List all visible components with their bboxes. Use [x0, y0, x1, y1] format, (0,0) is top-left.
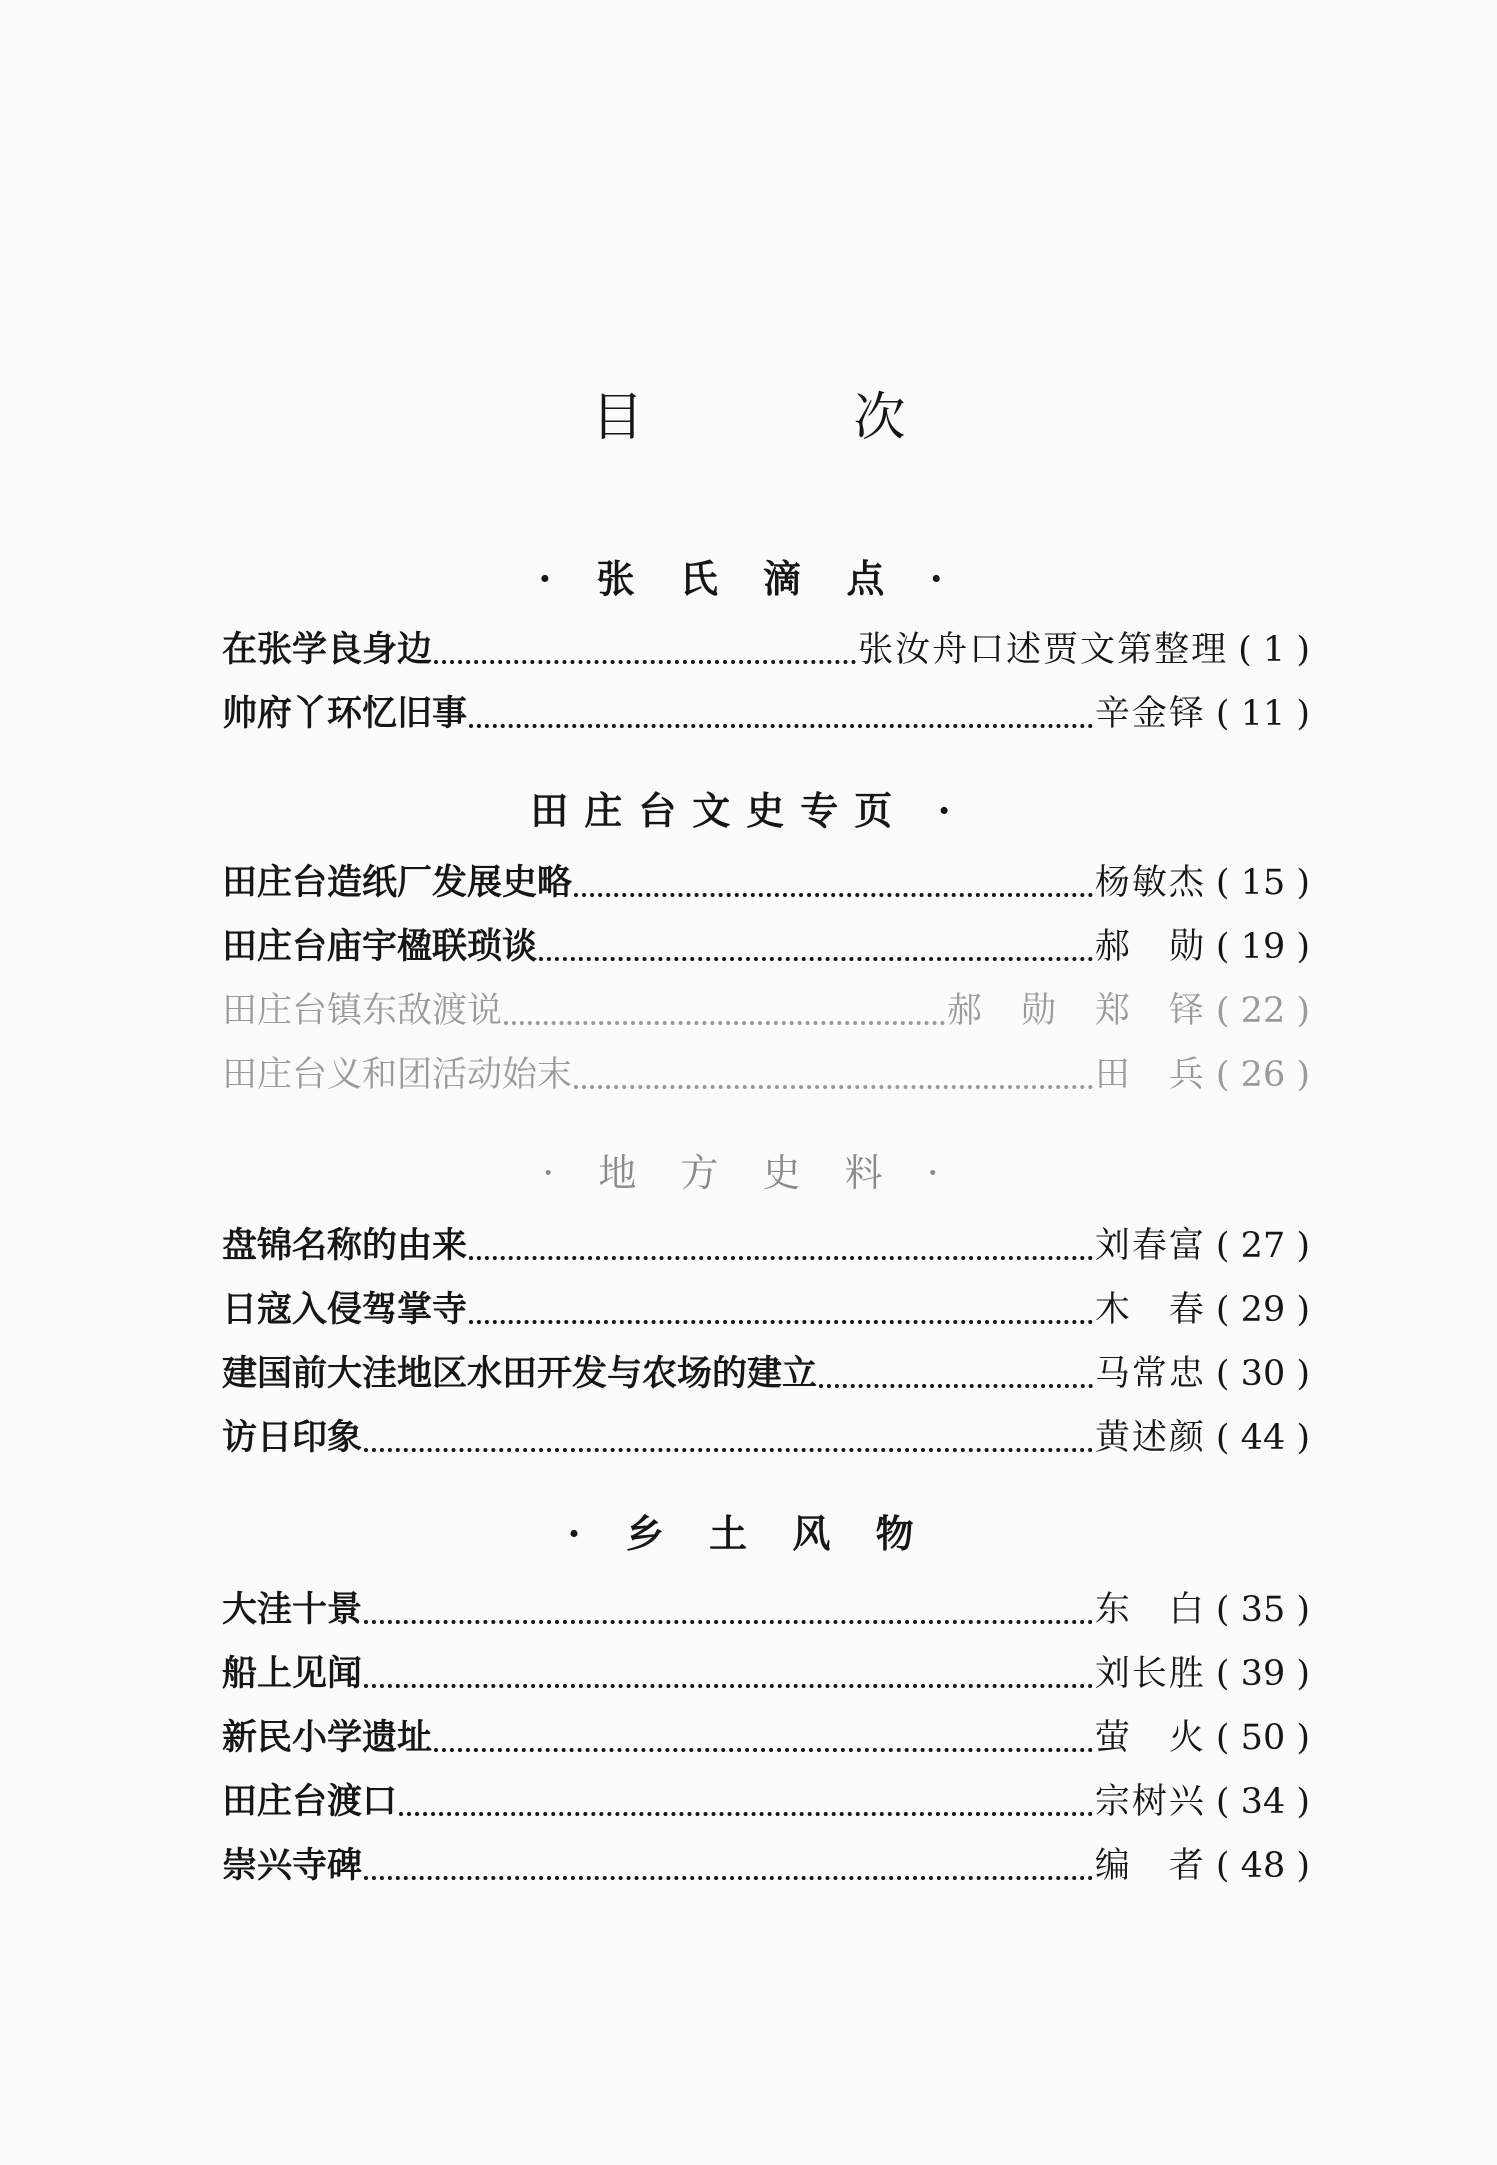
entry-author: 黄述颜 — [1094, 1418, 1206, 1458]
entry-page: ( 11 ) — [1215, 694, 1310, 734]
dot-leader — [364, 1876, 1093, 1880]
entry-page: ( 35 ) — [1215, 1590, 1310, 1630]
dot-leader — [364, 1620, 1093, 1624]
entry-title: 田庄台造纸厂发展史略 — [222, 862, 573, 903]
page-title-right: 次 — [853, 388, 906, 448]
toc-entry[interactable] — [222, 1582, 1310, 1638]
dot-leader — [434, 660, 856, 664]
entry-author: 田 兵 — [1094, 1055, 1206, 1095]
entry-page: ( 48 ) — [1215, 1846, 1310, 1886]
entry-author: 马常忠 — [1094, 1354, 1206, 1394]
entry-author: 宗树兴 — [1094, 1782, 1206, 1822]
toc-entry[interactable] — [222, 1282, 1310, 1338]
entry-title: 崇兴寺碑 — [222, 1845, 363, 1886]
toc-entry[interactable] — [222, 1410, 1310, 1466]
entry-title: 田庄台渡口 — [222, 1781, 398, 1822]
page-title — [0, 375, 1497, 450]
toc-entry[interactable] — [222, 686, 1310, 742]
entry-page: ( 30 ) — [1215, 1354, 1310, 1394]
entry-page: ( 27 ) — [1215, 1226, 1310, 1266]
entry-title: 在张学良身边 — [222, 629, 433, 670]
toc-entry[interactable] — [222, 622, 1310, 678]
toc-entry[interactable] — [222, 1710, 1310, 1766]
toc-entry[interactable] — [222, 983, 1310, 1039]
toc-entry[interactable] — [222, 1218, 1310, 1274]
toc-entry[interactable] — [222, 855, 1310, 911]
entry-title: 田庄台庙宇楹联琐谈 — [222, 926, 538, 967]
entry-page: ( 50 ) — [1215, 1718, 1310, 1758]
entry-author: 郝 勋 — [1094, 927, 1206, 967]
dot-leader — [574, 893, 1093, 897]
dot-leader — [469, 724, 1093, 728]
entry-author: 萤 火 — [1094, 1718, 1206, 1758]
entry-author: 张汝舟口述贾文第整理 — [858, 630, 1229, 670]
section-heading: · 乡 土 风 物 — [567, 1511, 930, 1556]
entry-author: 刘长胜 — [1094, 1654, 1206, 1694]
page-title-left: 目 — [591, 388, 644, 448]
toc-entry[interactable] — [222, 1838, 1310, 1894]
entry-author: 辛金铎 — [1094, 694, 1206, 734]
toc-entry[interactable] — [222, 1346, 1310, 1402]
entry-title: 盘锦名称的由来 — [222, 1225, 468, 1266]
dot-leader — [364, 1448, 1093, 1452]
entry-page: ( 34 ) — [1215, 1782, 1310, 1822]
entry-author: 郝 勋 郑 铎 — [946, 991, 1206, 1031]
dot-leader — [399, 1812, 1093, 1816]
section-heading: 田庄台文史专页 · — [530, 788, 967, 833]
entry-author: 杨敏杰 — [1094, 863, 1206, 903]
entry-page: ( 26 ) — [1215, 1055, 1310, 1095]
entry-page: ( 15 ) — [1215, 863, 1310, 903]
entry-page: ( 44 ) — [1215, 1418, 1310, 1458]
toc-entry[interactable] — [222, 1047, 1310, 1103]
entry-title: 建国前大洼地区水田开发与农场的建立 — [222, 1353, 818, 1394]
entry-page: ( 1 ) — [1238, 630, 1310, 670]
dot-leader — [364, 1684, 1093, 1688]
dot-leader — [469, 1320, 1093, 1324]
entry-title: 新民小学遗址 — [222, 1717, 433, 1758]
entry-page: ( 29 ) — [1215, 1290, 1310, 1330]
dot-leader — [539, 957, 1093, 961]
entry-title: 日寇入侵驾掌寺 — [222, 1289, 468, 1330]
dot-leader — [574, 1085, 1093, 1089]
section-heading: · 地 方 史 料 · — [542, 1151, 955, 1195]
entry-page: ( 22 ) — [1215, 991, 1310, 1031]
entry-title: 帅府丫环忆旧事 — [222, 693, 468, 734]
entry-author: 木 春 — [1094, 1290, 1206, 1330]
entry-title: 访日印象 — [222, 1417, 363, 1458]
entry-title: 船上见闻 — [222, 1653, 363, 1694]
entry-page: ( 19 ) — [1215, 927, 1310, 967]
dot-leader — [469, 1256, 1093, 1260]
entry-title: 田庄台义和团活动始末 — [222, 1055, 573, 1095]
dot-leader — [819, 1384, 1093, 1388]
entry-title: 大洼十景 — [222, 1589, 363, 1630]
section-heading: · 张 氏 滴 点 · — [538, 556, 959, 601]
dot-leader — [504, 1021, 945, 1025]
entry-author: 刘春富 — [1094, 1226, 1206, 1266]
dot-leader — [434, 1748, 1093, 1752]
toc-entry[interactable] — [222, 1774, 1310, 1830]
toc-entry[interactable] — [222, 919, 1310, 975]
entry-author: 编 者 — [1094, 1846, 1206, 1886]
toc-entry[interactable] — [222, 1646, 1310, 1702]
entry-title: 田庄台镇东敌渡说 — [222, 991, 503, 1031]
entry-page: ( 39 ) — [1215, 1654, 1310, 1694]
entry-author: 东 白 — [1094, 1590, 1206, 1630]
